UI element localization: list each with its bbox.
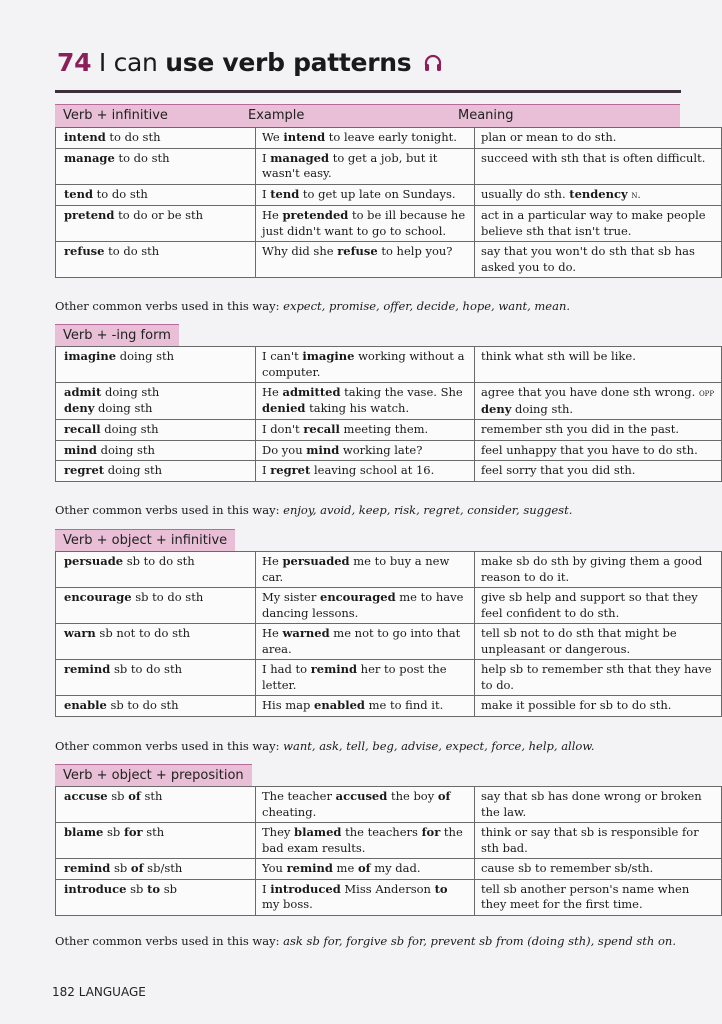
other-verbs-prefix: Other common verbs used in this way: <box>55 739 284 753</box>
meaning-cell <box>475 383 722 420</box>
page-number: 182 <box>52 985 75 999</box>
other-verbs-list: enjoy, avoid, keep, risk, regret, consider, suggest. <box>283 503 573 517</box>
meaning-cell <box>475 420 722 441</box>
text-run: say that you won't do sth that sb has asked you to do. <box>481 244 695 274</box>
bold-term: blame <box>64 825 104 839</box>
meaning-cell <box>475 624 722 660</box>
bold-term: encourage <box>64 590 132 604</box>
example-cell <box>256 184 475 206</box>
text-run: sb <box>110 861 131 875</box>
text-run: Why did she <box>262 244 338 258</box>
text-run: to help you? <box>377 244 453 258</box>
text-run: to do sth <box>105 130 161 144</box>
bold-term: tendency <box>569 186 628 201</box>
text-run: agree that you have done sth wrong. <box>481 385 699 399</box>
bold-term: tend <box>270 186 300 201</box>
text-run: cause sb to remember sb/sth. <box>481 861 654 875</box>
table-row <box>56 660 722 696</box>
text-run: to do sth <box>93 186 148 201</box>
text-run: I <box>262 150 271 165</box>
text-run: working late? <box>339 442 423 457</box>
bold-term: regret <box>64 463 105 477</box>
header-verb: Verb + infinitive <box>63 108 168 123</box>
text-run: give sb help and support so that they feel confident to do sth. <box>481 590 698 620</box>
text-run: sb <box>160 881 177 896</box>
text-run: He <box>262 626 283 640</box>
meaning-cell <box>475 148 722 184</box>
table-row <box>56 552 722 588</box>
bold-term: to <box>434 881 448 896</box>
bold-term: of <box>128 789 141 803</box>
bold-term: tend <box>64 186 94 201</box>
bold-term: imagine <box>64 349 117 363</box>
meaning-cell <box>475 347 722 383</box>
bold-term: recall <box>303 422 340 436</box>
table-header <box>55 104 680 127</box>
text-run: doing sth <box>104 463 163 477</box>
text-run: cheating. <box>262 804 317 819</box>
text-run: my boss. <box>262 897 313 911</box>
example-cell <box>256 588 475 624</box>
verb-cell <box>56 128 256 149</box>
bold-term: refuse <box>64 244 105 258</box>
table-row <box>56 347 722 383</box>
text-run: His map <box>262 698 315 712</box>
bold-term: for <box>421 825 441 839</box>
meaning-cell <box>475 787 722 823</box>
meaning-cell <box>475 879 722 915</box>
text-run: He <box>262 554 283 568</box>
meaning-cell <box>475 440 722 461</box>
text-run: working without a computer. <box>262 349 465 379</box>
table-row <box>56 440 722 461</box>
bold-term: enabled <box>314 698 365 712</box>
text-run: think or say that sb is responsible for sth bad. <box>481 825 699 855</box>
section-verb-infinitive <box>55 104 706 278</box>
verb-cell <box>56 242 256 278</box>
bold-term: of <box>437 789 451 803</box>
example-cell <box>256 440 475 461</box>
text-run: tell sb another person's name when they meet for the first time. <box>481 881 690 911</box>
text-run: me to buy a new car. <box>262 554 450 584</box>
verb-table <box>55 551 722 717</box>
text-run: Miss Anderson <box>340 881 435 896</box>
page-footer <box>52 985 146 999</box>
text-run: my dad. <box>370 861 421 875</box>
verb-cell <box>56 184 256 206</box>
bold-term: pretend <box>64 208 115 222</box>
meaning-cell <box>475 696 722 717</box>
verb-cell <box>56 696 256 717</box>
bold-term: accuse <box>64 789 108 803</box>
section-heading: Verb + object + preposition <box>55 764 252 786</box>
text-run: to leave early tonight. <box>325 130 457 144</box>
other-verbs-prefix: Other common verbs used in this way: <box>55 503 284 517</box>
text-run: I had to <box>262 662 311 676</box>
bold-term: encouraged <box>320 590 396 604</box>
bold-term: deny <box>64 400 95 415</box>
meaning-cell <box>475 823 722 859</box>
table-row <box>56 206 722 242</box>
title-lead: I can <box>98 48 158 77</box>
text-run: me not to go into that area. <box>262 626 461 656</box>
bold-term: admit <box>64 385 102 399</box>
bold-term: persuaded <box>282 554 350 568</box>
text-run: sb to do sth <box>123 554 195 568</box>
other-verbs-note <box>55 739 594 753</box>
table-row <box>56 383 722 420</box>
bold-term: warned <box>282 626 330 640</box>
text-run: sb not to do sth <box>95 626 191 640</box>
example-cell <box>256 242 475 278</box>
meaning-cell <box>475 588 722 624</box>
section-heading: Verb + -ing form <box>55 324 179 346</box>
example-cell <box>256 823 475 859</box>
verb-cell <box>56 206 256 242</box>
bold-term: for <box>123 825 143 839</box>
page-title <box>57 48 443 79</box>
text-run: sth <box>140 789 163 803</box>
example-cell <box>256 420 475 441</box>
text-run: act in a particular way to make people believe sth that isn't true. <box>481 208 706 238</box>
table-row <box>56 461 722 482</box>
table-row <box>56 879 722 915</box>
text-run: You <box>262 861 287 875</box>
text-run: meeting them. <box>339 422 429 436</box>
text-run: to do or be sth <box>114 208 204 222</box>
bold-term: of <box>357 861 371 875</box>
text-run: usually do sth. <box>481 186 570 201</box>
text-run: He <box>262 385 283 399</box>
bold-term: remind <box>310 662 358 676</box>
example-cell <box>256 461 475 482</box>
text-run: the teachers <box>341 825 422 839</box>
meaning-cell <box>475 660 722 696</box>
text-run: They <box>262 825 295 839</box>
other-verbs-note <box>55 934 676 948</box>
bold-term: recall <box>64 422 101 436</box>
text-run: to do sth <box>104 244 160 258</box>
text-run: Do you <box>262 442 307 457</box>
text-run: doing sth <box>100 422 159 436</box>
text-run: I can't <box>262 349 303 363</box>
bold-term: intend <box>64 130 106 144</box>
bold-term: blamed <box>294 825 342 839</box>
text-run: to get a job, but it wasn't easy. <box>262 150 438 180</box>
text-run: sb to do sth <box>131 590 204 604</box>
table-row <box>56 787 722 823</box>
verb-cell <box>56 420 256 441</box>
bold-term: regret <box>270 463 311 477</box>
bold-term: admitted <box>282 385 341 399</box>
text-run: I <box>262 186 271 201</box>
section-verb-object-infinitive <box>55 529 712 717</box>
text-run: to get up late on Sundays. <box>299 186 456 201</box>
text-run: help sb to remember sth that they have to do. <box>481 662 712 692</box>
meaning-cell <box>475 461 722 482</box>
text-run: I <box>262 463 271 477</box>
table-row <box>56 128 722 149</box>
text-run: make sb do sth by giving them a good reason to do it. <box>481 554 703 584</box>
bold-term: persuade <box>64 554 124 568</box>
table-row <box>56 242 722 278</box>
text-run: sb <box>107 789 129 803</box>
text-run: plan or mean to do sth. <box>481 130 617 144</box>
meaning-cell <box>475 184 722 206</box>
text-run: me to have dancing lessons. <box>262 590 464 620</box>
table-row <box>56 823 722 859</box>
bold-term: pretended <box>282 208 349 222</box>
text-run: sb/sth <box>143 861 183 875</box>
bold-term: mind <box>306 442 340 457</box>
verb-cell <box>56 461 256 482</box>
verb-table <box>55 346 722 482</box>
bold-term: remind <box>286 861 333 875</box>
text-run: remember sth you did in the past. <box>481 422 679 436</box>
text-run: sb <box>126 881 148 896</box>
headphones-icon[interactable] <box>423 50 443 79</box>
text-run: feel sorry that you did sth. <box>481 463 636 477</box>
text-run: doing sth. <box>511 401 574 416</box>
table-row <box>56 148 722 184</box>
bold-term: imagine <box>302 349 355 363</box>
verb-cell <box>56 787 256 823</box>
text-run: the boy <box>387 789 438 803</box>
bold-term: warn <box>64 626 96 640</box>
example-cell <box>256 787 475 823</box>
text-run: tell sb not to do sth that might be unpleasant or dangerous. <box>481 626 677 656</box>
text-run: I <box>262 881 271 896</box>
text-run: I don't <box>262 422 304 436</box>
section-verb-ing <box>55 324 715 482</box>
table-row <box>56 420 722 441</box>
example-cell <box>256 660 475 696</box>
table-row <box>56 696 722 717</box>
text-run: n. <box>631 189 641 201</box>
text-run: make it possible for sb to do sth. <box>481 698 672 712</box>
text-run: think what sth will be like. <box>481 349 636 363</box>
text-run: me <box>332 861 358 875</box>
text-run: doing sth <box>96 442 155 457</box>
meaning-cell <box>475 128 722 149</box>
verb-cell <box>56 859 256 880</box>
text-run: taking his watch. <box>305 400 410 415</box>
verb-cell <box>56 624 256 660</box>
verb-cell <box>56 879 256 915</box>
bold-term: enable <box>64 698 107 712</box>
text-run: succeed with sth that is often difficult. <box>481 150 706 165</box>
text-run: He <box>262 208 283 222</box>
bold-term: refuse <box>337 244 378 258</box>
example-cell <box>256 879 475 915</box>
table-row <box>56 859 722 880</box>
meaning-cell <box>475 206 722 242</box>
other-verbs-prefix: Other common verbs used in this way: <box>55 299 284 313</box>
example-cell <box>256 206 475 242</box>
other-verbs-list: ask sb for, forgive sb for, prevent sb from (doing sth), spend sth on. <box>283 934 676 948</box>
text-run: opp <box>698 388 715 399</box>
verb-table <box>55 786 722 916</box>
bold-term: manage <box>64 150 115 165</box>
example-cell <box>256 696 475 717</box>
title-divider <box>55 90 681 93</box>
text-run: feel unhappy that you have to do sth. <box>481 442 698 457</box>
verb-cell <box>56 588 256 624</box>
text-run: me to find it. <box>364 698 444 712</box>
unit-number: 74 <box>57 48 92 77</box>
text-run: We <box>262 130 284 144</box>
text-run: sb to do sth <box>110 662 182 676</box>
text-run: to do sth <box>114 150 170 165</box>
verb-cell <box>56 148 256 184</box>
other-verbs-list: want, ask, tell, beg, advise, expect, force, help, allow. <box>283 739 595 753</box>
example-cell <box>256 552 475 588</box>
footer-label: LANGUAGE <box>78 985 146 999</box>
verb-cell <box>56 383 256 420</box>
bold-term: mind <box>64 442 97 457</box>
bold-term: accused <box>335 789 388 803</box>
table-row <box>56 184 722 206</box>
other-verbs-note <box>55 503 572 517</box>
bold-term: introduce <box>64 881 127 896</box>
bold-term: intend <box>283 130 326 144</box>
meaning-cell <box>475 242 722 278</box>
text-run: her to post the letter. <box>262 662 447 692</box>
bold-term: deny <box>481 401 512 416</box>
verb-table <box>55 127 722 278</box>
other-verbs-note <box>55 299 570 313</box>
example-cell <box>256 347 475 383</box>
other-verbs-prefix: Other common verbs used in this way: <box>55 934 284 948</box>
meaning-cell <box>475 859 722 880</box>
meaning-cell <box>475 552 722 588</box>
text-run: doing sth <box>116 349 175 363</box>
verb-cell <box>56 440 256 461</box>
text-run: say that sb has done wrong or broken the law. <box>481 789 702 819</box>
verb-cell <box>56 347 256 383</box>
text-run: sth <box>142 825 165 839</box>
table-row <box>56 624 722 660</box>
bold-term: of <box>130 861 144 875</box>
bold-term: to <box>147 881 161 896</box>
text-run: to be ill because he just didn't want to go to school. <box>262 208 466 238</box>
text-run: sb <box>103 825 124 839</box>
bold-term: remind <box>64 861 111 875</box>
text-run: doing sth <box>94 400 153 415</box>
bold-term: denied <box>262 400 306 415</box>
example-cell <box>256 383 475 420</box>
example-cell <box>256 128 475 149</box>
text-run: taking the vase. She <box>340 385 463 399</box>
verb-cell <box>56 660 256 696</box>
verb-cell <box>56 552 256 588</box>
section-heading: Verb + object + infinitive <box>55 529 235 551</box>
example-cell <box>256 624 475 660</box>
other-verbs-list: expect, promise, offer, decide, hope, want, mean. <box>283 299 571 313</box>
example-cell <box>256 148 475 184</box>
text-run: the bad exam results. <box>262 825 463 855</box>
section-verb-object-preposition <box>55 764 702 916</box>
text-run: The teacher <box>262 789 336 803</box>
header-meaning: Meaning <box>458 108 514 123</box>
title-topic: use verb patterns <box>165 48 412 77</box>
bold-term: introduced <box>270 881 341 896</box>
text-run: doing sth <box>101 385 160 399</box>
text-run: sb to do sth <box>106 698 179 712</box>
table-row <box>56 588 722 624</box>
bold-term: managed <box>270 150 330 165</box>
bold-term: remind <box>64 662 111 676</box>
header-example: Example <box>248 108 305 123</box>
text-run: My sister <box>262 590 320 604</box>
verb-cell <box>56 823 256 859</box>
example-cell <box>256 859 475 880</box>
text-run: leaving school at 16. <box>310 463 435 477</box>
